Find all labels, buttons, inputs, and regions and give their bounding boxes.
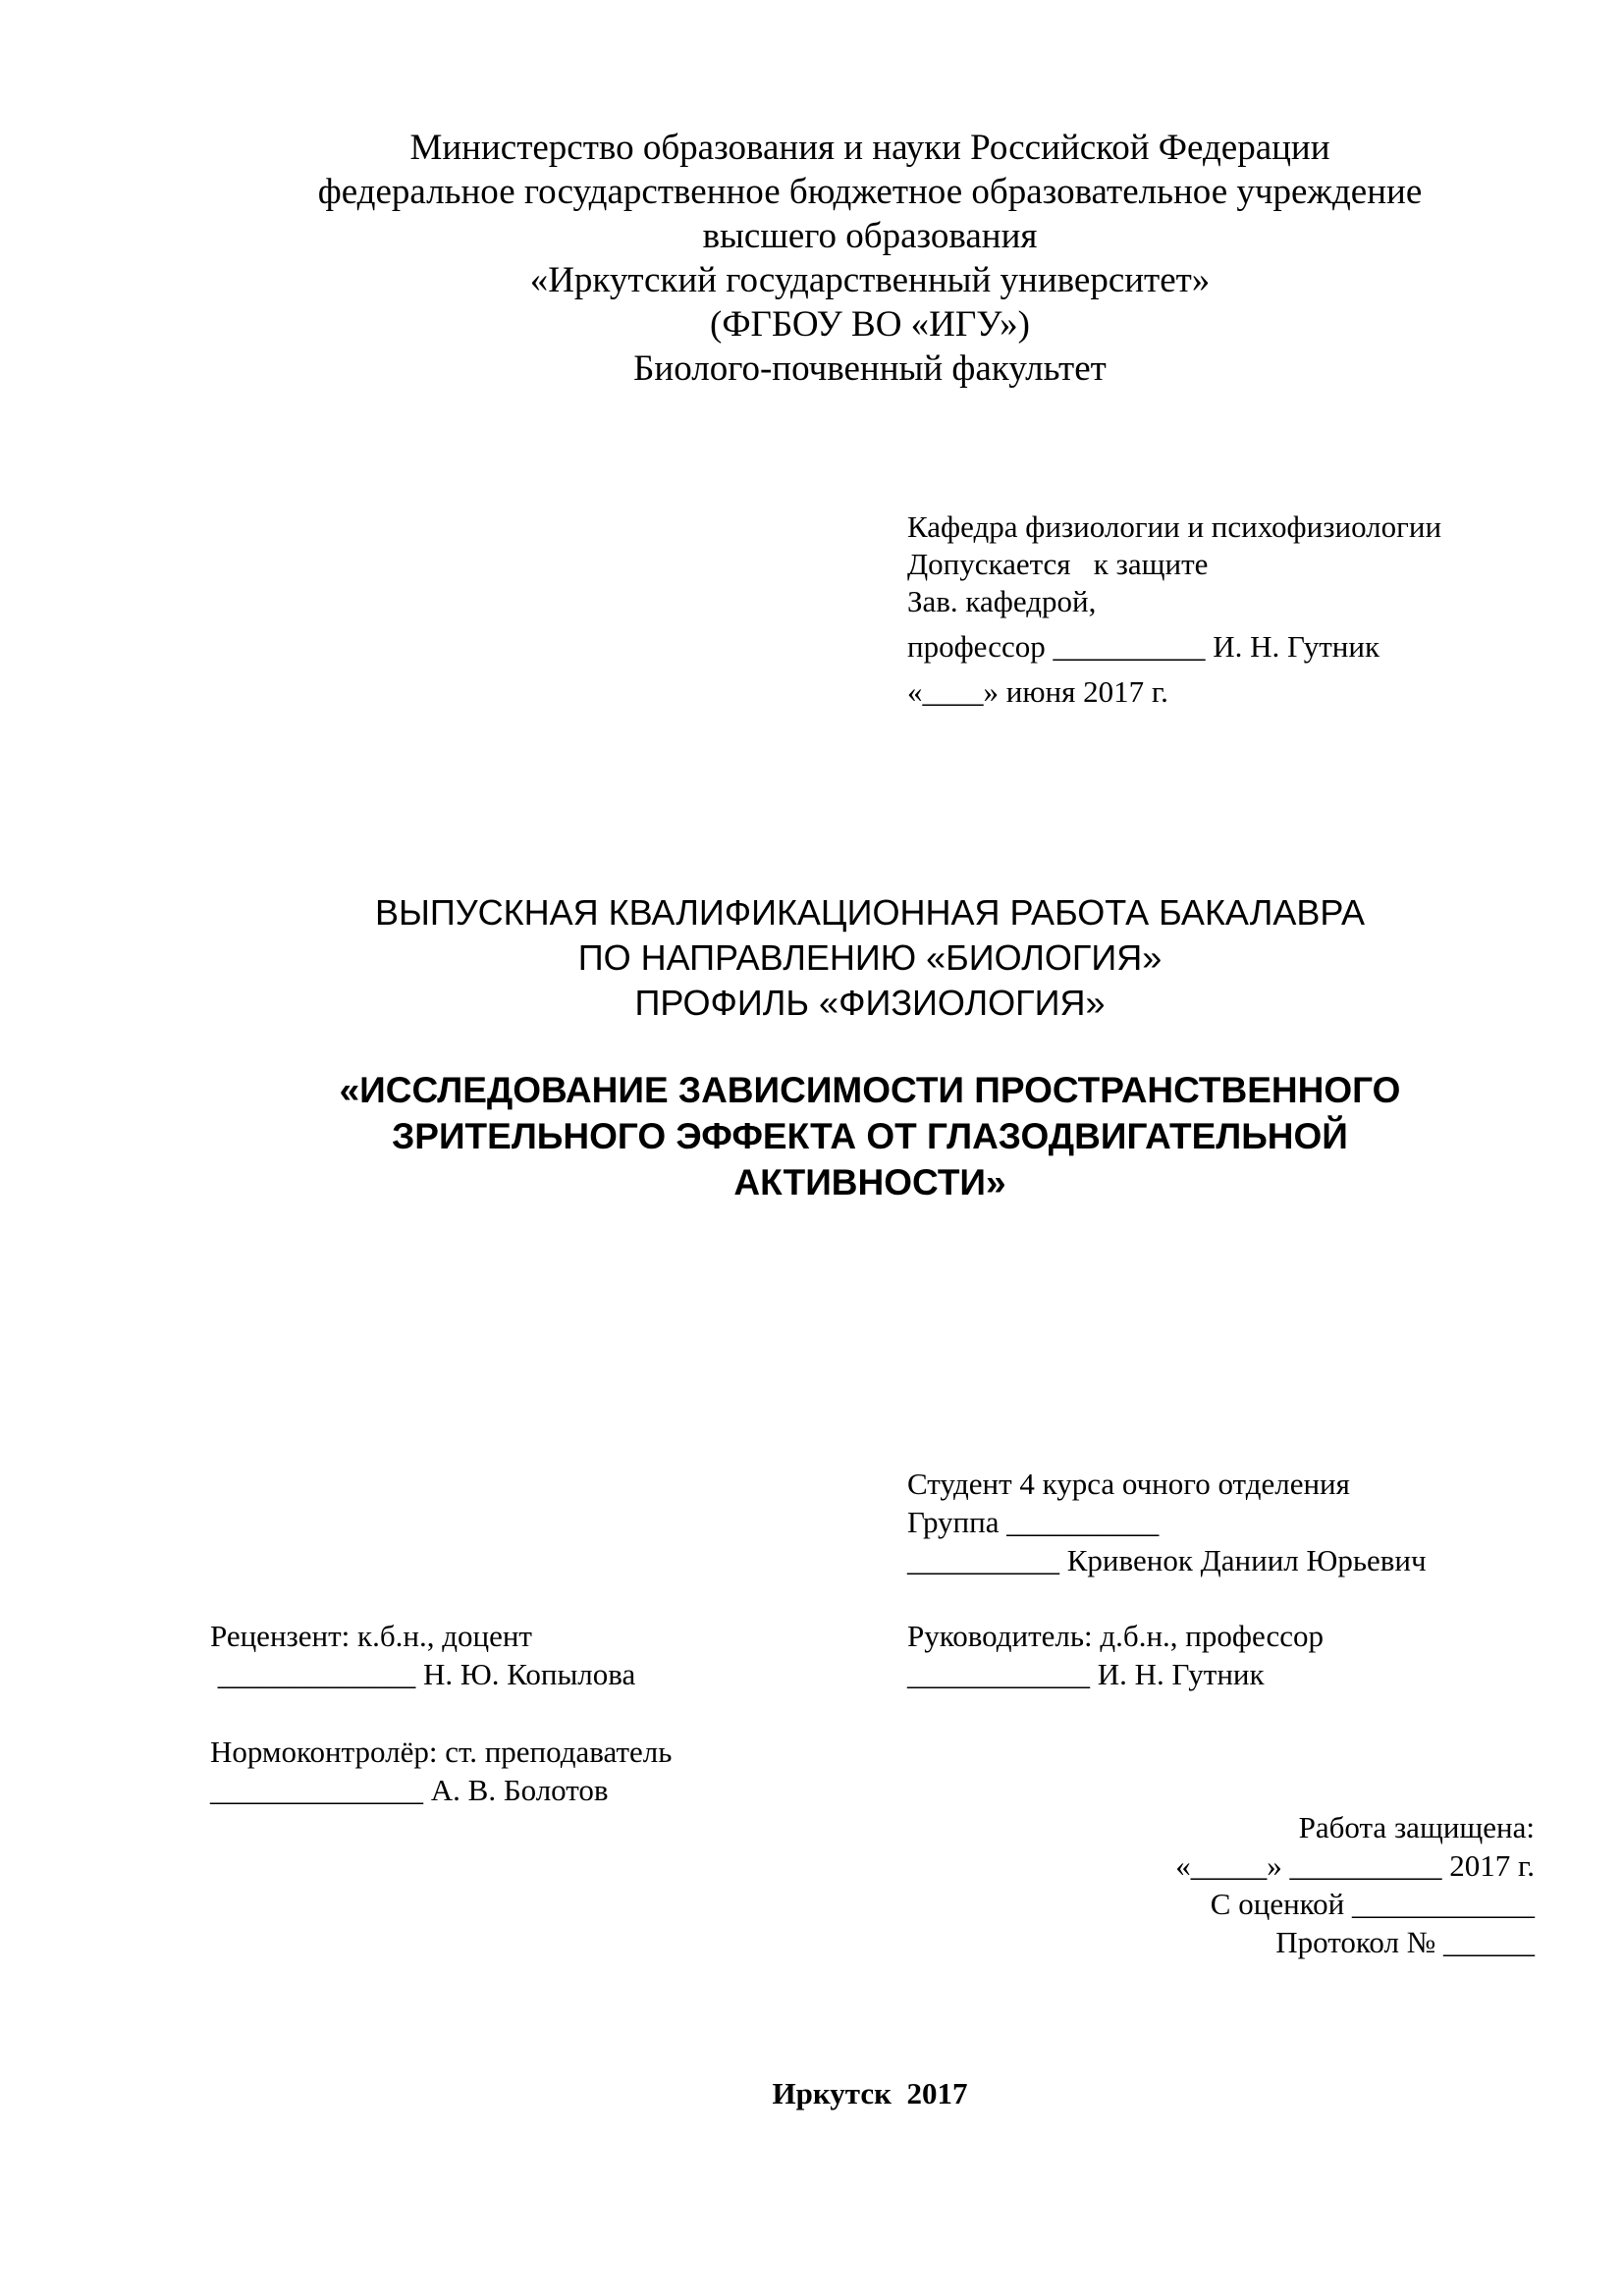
reviewer-signature-line: _____________ Н. Ю. Копылова bbox=[210, 1657, 636, 1691]
work-type-line-2: ПО НАПРАВЛЕНИЮ «БИОЛОГИЯ» bbox=[577, 937, 1163, 978]
supervisor-signature-line: ____________ И. Н. Гутник bbox=[907, 1657, 1265, 1691]
city-year: Иркутск 2017 bbox=[772, 2076, 968, 2110]
thesis-title-line-3: АКТИВНОСТИ» bbox=[733, 1162, 1006, 1202]
student-course-line: Студент 4 курса очного отделения bbox=[907, 1467, 1350, 1501]
defended-line: Работа защищена: bbox=[1298, 1810, 1535, 1844]
head-line: Зав. кафедрой, bbox=[907, 584, 1097, 618]
thesis-title-line-2: ЗРИТЕЛЬНОГО ЭФФЕКТА ОТ ГЛАЗОДВИГАТЕЛЬНОЙ bbox=[392, 1116, 1348, 1156]
defense-date-line: «_____» __________ 2017 г. bbox=[1175, 1848, 1535, 1883]
normcontrol-role-line: Нормоконтролёр: ст. преподаватель bbox=[210, 1735, 673, 1769]
work-type-line-3: ПРОФИЛЬ «ФИЗИОЛОГИЯ» bbox=[634, 983, 1106, 1023]
faculty-line: Биолого-почвенный факультет bbox=[633, 348, 1107, 389]
protocol-line: Протокол № ______ bbox=[1275, 1925, 1535, 1959]
institution-type-line: федеральное государственное бюджетное образовательное учреждение bbox=[317, 172, 1423, 212]
approval-date-line: «____» июня 2017 г. bbox=[907, 674, 1168, 709]
normcontrol-signature-line: ______________ А. В. Болотов bbox=[210, 1773, 609, 1807]
supervisor-role-line: Руководитель: д.б.н., профессор bbox=[907, 1619, 1325, 1653]
work-type-line-1: ВЫПУСКНАЯ КВАЛИФИКАЦИОННАЯ РАБОТА БАКАЛАВРА bbox=[375, 892, 1365, 933]
education-level-line: высшего образования bbox=[702, 216, 1038, 256]
university-line: «Иркутский государственный университет» bbox=[529, 260, 1211, 300]
reviewer-role-line: Рецензент: к.б.н., доцент bbox=[210, 1619, 532, 1653]
student-group-line: Группа __________ bbox=[907, 1505, 1160, 1539]
department-line: Кафедра физиологии и психофизиологии bbox=[907, 509, 1442, 544]
university-abbr-line: (ФГБОУ ВО «ИГУ») bbox=[710, 304, 1030, 345]
grade-line: С оценкой ____________ bbox=[1210, 1887, 1535, 1921]
thesis-title-line-1: «ИССЛЕДОВАНИЕ ЗАВИСИМОСТИ ПРОСТРАНСТВЕННОГО bbox=[339, 1070, 1401, 1110]
admitted-line: Допускается к защите bbox=[907, 547, 1209, 581]
ministry-line: Министерство образования и науки Российской Федерации bbox=[409, 128, 1330, 168]
head-signature-line: профессор __________ И. Н. Гутник bbox=[907, 629, 1380, 664]
student-name-line: __________ Кривенок Даниил Юрьевич bbox=[907, 1543, 1427, 1577]
